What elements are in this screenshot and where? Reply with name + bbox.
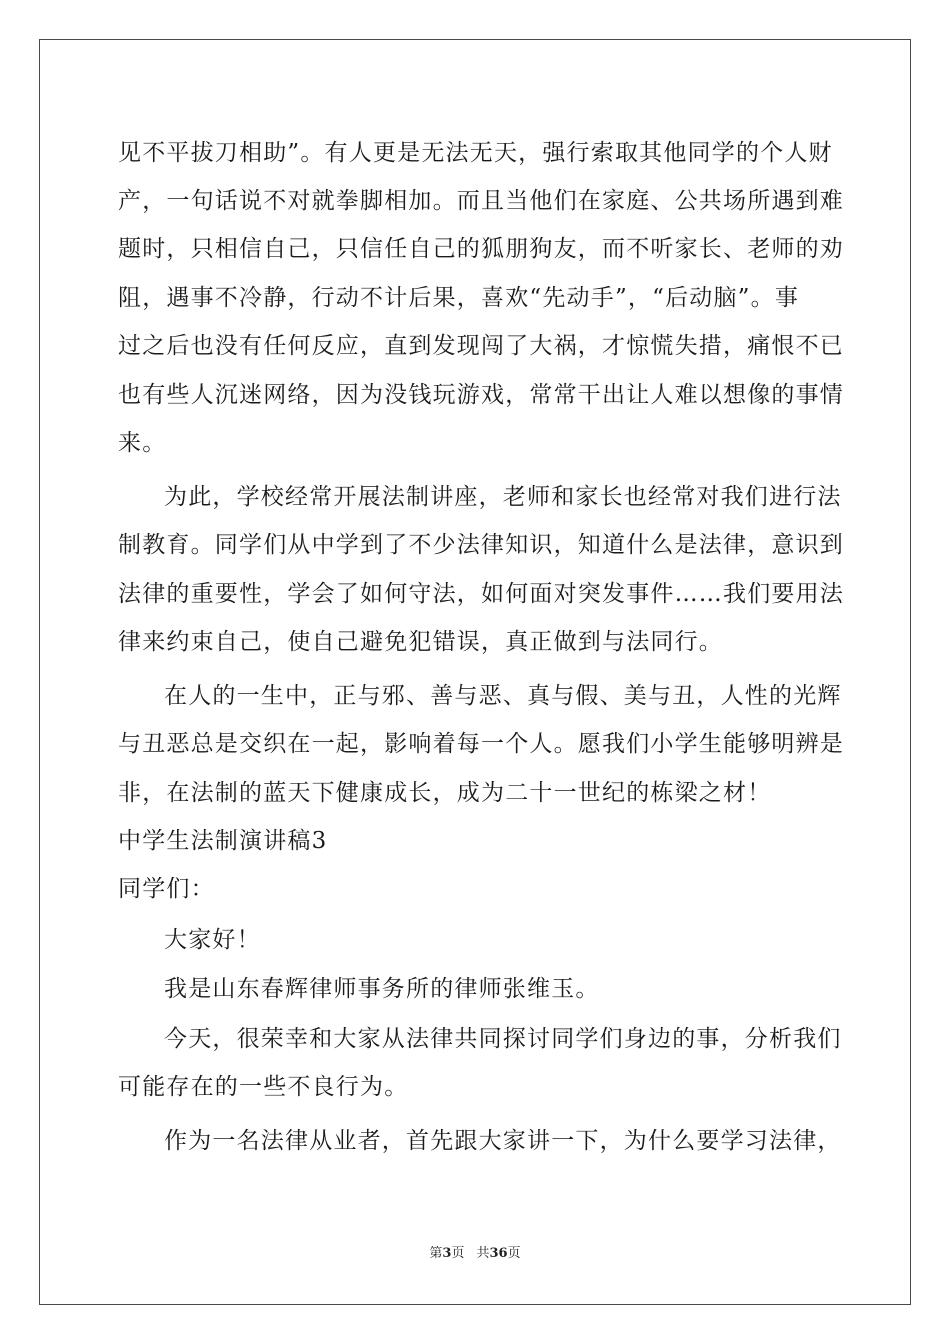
paragraph-first-line: 作为一名法律从业者，首先跟大家讲一下，为什么要学习法律， (164, 1128, 842, 1154)
footer-prefix: 第 (429, 1246, 443, 1261)
salutation: 同学们： (118, 876, 215, 902)
page-footer (0, 1246, 950, 1262)
text-line: 阻，遇事不冷静，行动不计后果，喜欢“先动手”，“后动脑”。事 (118, 285, 800, 311)
text-line: 非，在法制的蓝天下健康成长，成为二十一世纪的栋梁之材！ (118, 780, 772, 806)
text-line: 来。 (118, 430, 167, 456)
text-line: 也有些人沉迷网络，因为没钱玩游戏，常常干出让人难以想像的事情 (118, 382, 844, 408)
paragraph-first-line: 在人的一生中，正与邪、善与恶、真与假、美与丑，人性的光辉 (164, 683, 842, 709)
total-pages: 36 (489, 1246, 508, 1261)
text-line: 律来约束自己，使自己避免犯错误，真正做到与法同行。 (118, 629, 723, 655)
footer-total-prefix: 共 (476, 1246, 490, 1261)
paragraph-first-line: 我是山东春辉律师事务所的律师张维玉。 (164, 976, 600, 1002)
page-border (39, 39, 911, 1305)
text-line: 见不平拔刀相助”。有人更是无法无天，强行索取其他同学的个人财 (118, 140, 833, 166)
paragraph-first-line: 今天，很荣幸和大家从法律共同探讨同学们身边的事，分析我们 (164, 1026, 842, 1052)
footer-total-suffix: 页 (507, 1246, 521, 1261)
paragraph-first-line: 大家好！ (164, 927, 261, 953)
text-line: 题时，只相信自己，只信任自己的狐朋狗友，而不听家长、老师的劝 (118, 236, 844, 262)
text-line: 可能存在的一些不良行为。 (118, 1074, 409, 1100)
section-title: 中学生法制演讲稿3 (118, 828, 328, 854)
page-number: 3 (442, 1246, 452, 1261)
text-line: 制教育。同学们从中学到了不少法律知识，知道什么是法律，意识到 (118, 532, 844, 558)
text-line: 与丑恶总是交织在一起，影响着每一个人。愿我们小学生能够明辨是 (118, 731, 844, 757)
paragraph-first-line: 为此，学校经常开展法制讲座，老师和家长也经常对我们进行法 (164, 484, 842, 510)
text-line: 法律的重要性，学会了如何守法，如何面对突发事件……我们要用法 (118, 581, 844, 607)
text-line: 过之后也没有任何反应，直到发现闯了大祸，才惊慌失措，痛恨不已 (118, 333, 844, 359)
footer-page-suffix: 页 (451, 1246, 465, 1261)
text-line: 产，一句话说不对就拳脚相加。而且当他们在家庭、公共场所遇到难 (118, 188, 844, 214)
